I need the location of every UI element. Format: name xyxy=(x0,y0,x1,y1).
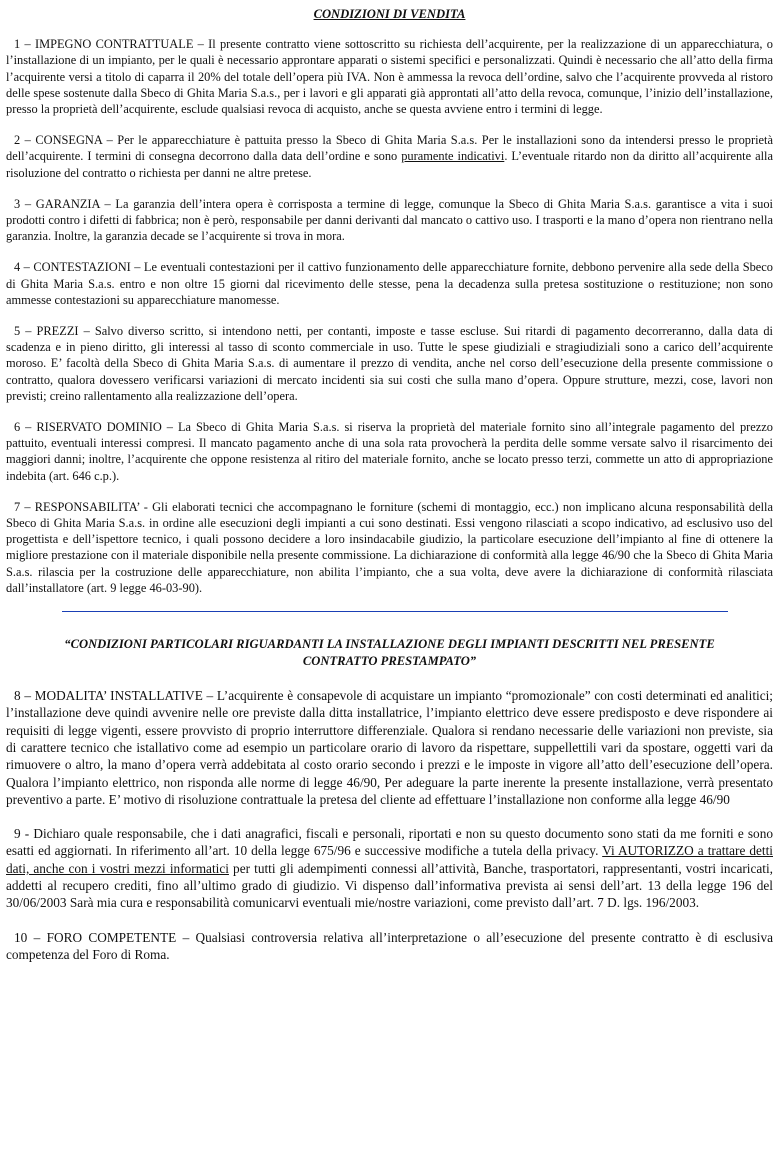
clause-7-responsabilita: 7 – RESPONSABILITA’ - Gli elaborati tecnici che accompagnano le forniture (schemi di montaggio, ecc.) non implicano alcuna responsabilità della Sbeco di Ghita Maria S.a.s. in ordine alle esecuzioni degli impianti a cui sono destinati. Essi vengono rilasciati a scopo indicativo, ad esclusivo uso del progettista e dell’ispettore tecnico, i quali possono decidere a loro insindacabile giudizio, la particolare esecuzione dell’impianto al fine di ottenere la migliore prestazione con il materiale disponibile nella presente commissione. La dichiarazione di conformità alla legge 46/90 che la Sbeco di Ghita Maria S.a.s. rilascia per la costruzione delle apparecchiature, non abilita l’impianto, che a sua volta, deve avere la dichiarazione di conformità rilasciata dall’installatore (art. 9 legge 46-03-90). xyxy=(6,499,773,595)
clause-2-underlined: puramente indicativi xyxy=(401,149,505,164)
clause-10-foro-competente: 10 – FORO COMPETENTE – Qualsiasi controversia relativa all’interpretazione o all’esecuzione del presente contratto è di esclusiva competenza del Foro di Roma. xyxy=(6,929,773,962)
clause-3-garanzia: 3 – GARANZIA – La garanzia dell’intera opera è corrisposta a termine di legge, comunque la Sbeco di Ghita Maria S.a.s. garantisce a vita i suoi prodotti contro i difetti di fabbrica; non è però, responsabile per danni derivanti dal mancato o cattivo uso. I trasporti e la mano d’opera non rientrano nella garanzia. Inoltre, la garanzia decade se l’acquirente si trova in mora. xyxy=(6,196,773,244)
clause-9-text-b: per tutti gli adempimenti connessi all’attività, Banche, trasportatori, rappresentanti, vostri incaricati, addetti al recupero crediti, fino all’ultimo grado di giudizio. Vi dispenso dall’informativa prevista ai sensi dell’art. 13 della legge 196 del 30/06/2003 Sarà mia cura e responsabilità comunicarvi eventuali mie/nostre variazioni, come previsto dall’art. 7 D. lgs. 196/2003. xyxy=(6,860,773,911)
clause-4-contestazioni: 4 – CONTESTAZIONI – Le eventuali contestazioni per il cattivo funzionamento delle apparecchiature fornite, debbono pervenire alla sede della Sbeco di Ghita Maria S.a.s. entro e non oltre 15 giorni dal ricevimento delle stesse, pena la decadenza sulla pretesa sostituzione o restituzione; non sono ammesse contestazioni su apparecchiature manomesse. xyxy=(6,260,773,307)
clause-9-underlined: Vi AUTORIZZO a trattare detti dati, anche con i vostri mezzi informatici xyxy=(6,843,773,876)
clause-2-text-a: 2 – CONSEGNA – Per le apparecchiature è pattuita presso la Sbeco di Ghita Maria S.a.s. Per le installazioni sono da intendersi presso le proprietà dell’acquirente. I termini di consegna decorrono dalla data dell’ordine e sono xyxy=(6,133,773,164)
section-2-title: “CONDIZIONI PARTICOLARI RIGUARDANTI LA INSTALLAZIONE DEGLI IMPIANTI DESCRITTI NEL PRESENTE CONTRATTO PRESTAMPATO” xyxy=(64,637,715,668)
clause-5-prezzi: 5 – PREZZI – Salvo diverso scritto, si intendono netti, per contanti, imposte e tasse escluse. Sui ritardi di pagamento decorreranno, dalla data di scadenza e in pieno diritto, gli interessi al tasso di sconto commerciale in uso. Tutte le spese giudiziali e stragiudiziali sono a carico dell’acquirente moroso. E’ facoltà della Sbeco di Ghita Maria S.a.s. di aumentare il prezzo di vendita, anche nel corso dell’esecuzione della presente commissione o contratto, qualora dovessero verificarsi variazioni di mercato incidenti sia sui costi che sulla mano d’opera. Oppure strutture, mezzi, cose, lavori non previsti; creino rallentamento alla realizzazione dell’opera. xyxy=(6,324,773,403)
document-title: CONDIZIONI DI VENDITA xyxy=(313,7,466,21)
clause-1-impegno: 1 – IMPEGNO CONTRATTUALE – Il presente contratto viene sottoscritto su richiesta dell’acquirente, per la realizzazione di un apparecchiatura, o l’installazione di un impianto, per le quali è necessario approntare apparati o sistemi specifici e personalizzati. Quindi è necessario che all’atto della firma l’acquirente versi a titolo di caparra il 20% del totale dell’opera più IVA. Non è ammessa la revoca dell’ordine, salvo che l’acquirente provveda al ristoro delle spese sostenute dalla Sbeco di Ghita Maria S.a.s., per i lavori e gli apparati già approntati all’atto della revoca, comunque, l’inizio dell’installazione, presso la proprietà dell’acquirente, esclude qualsiasi revoca di acquisto, anche se questa avviene entro i termini di legge. xyxy=(6,37,773,117)
clause-9-privacy xyxy=(6,825,773,911)
clause-2-consegna xyxy=(6,132,773,181)
clause-9-text-a: 9 - Dichiaro quale responsabile, che i dati anagrafici, fiscali e personali, riportati e non su questo documento sono stati da me forniti e sono esatti ed aggiornati. In riferimento all’art. 10 della legge 675/96 e successive modifiche a tutela della privacy. xyxy=(6,826,773,859)
section-divider xyxy=(62,611,728,612)
clause-6-riservato-dominio: 6 – RISERVATO DOMINIO – La Sbeco di Ghita Maria S.a.s. si riserva la proprietà del materiale fornito sino all’integrale pagamento del prezzo pattuito, eventuali interessi compresi. Il mancato pagamento anche di una sola rata provocherà la perdita delle somme versate salvo il risarcimento dei maggiori danni; inoltre, l’acquirente che oppone resistenza al ritiro del materiale fornito, anche se locato presso terzi, commette un atto di appropriazione indebita (art. 646 c.p.). xyxy=(6,420,773,483)
clause-8-modalita-installative: 8 – MODALITA’ INSTALLATIVE – L’acquirente è consapevole di acquistare un impianto “promozionale” con costi determinati ed analitici; l’installazione deve quindi avvenire nelle ore previste dalla ditta installatrice, l’impianto elettrico deve essere predisposto e deve rispondere ai requisiti di legge vigenti, essere provvisto di proprio interruttore differenziale. Qualora si rendano necessarie delle variazioni non previste, sia di carattere tecnico che istallativo come ad esempio un particolare orario di lavoro da rispettare, suppellettili vari da spostare, oggetti vari da rimuovere o altro, la mano d’opera verrà addebitata al costo orario secondo i prezzi e le imposte in vigore all’atto dell’esecuzione dell’opera. Qualora l’impianto elettrico, non risponda alle norme di legge 46/90, Per adeguare la parte inerente la presente installazione, verrà presentato preventivo a parte. E’ motivo di risoluzione contrattuale la pretesa del cliente ad effettuare l’installazione non conforme alla legge 46/90 xyxy=(6,688,773,807)
clause-2-text-b: . L’eventuale ritardo non da diritto all’acquirente alla risoluzione del contratto o richiesta per danni ne altre pretese. xyxy=(6,149,773,180)
